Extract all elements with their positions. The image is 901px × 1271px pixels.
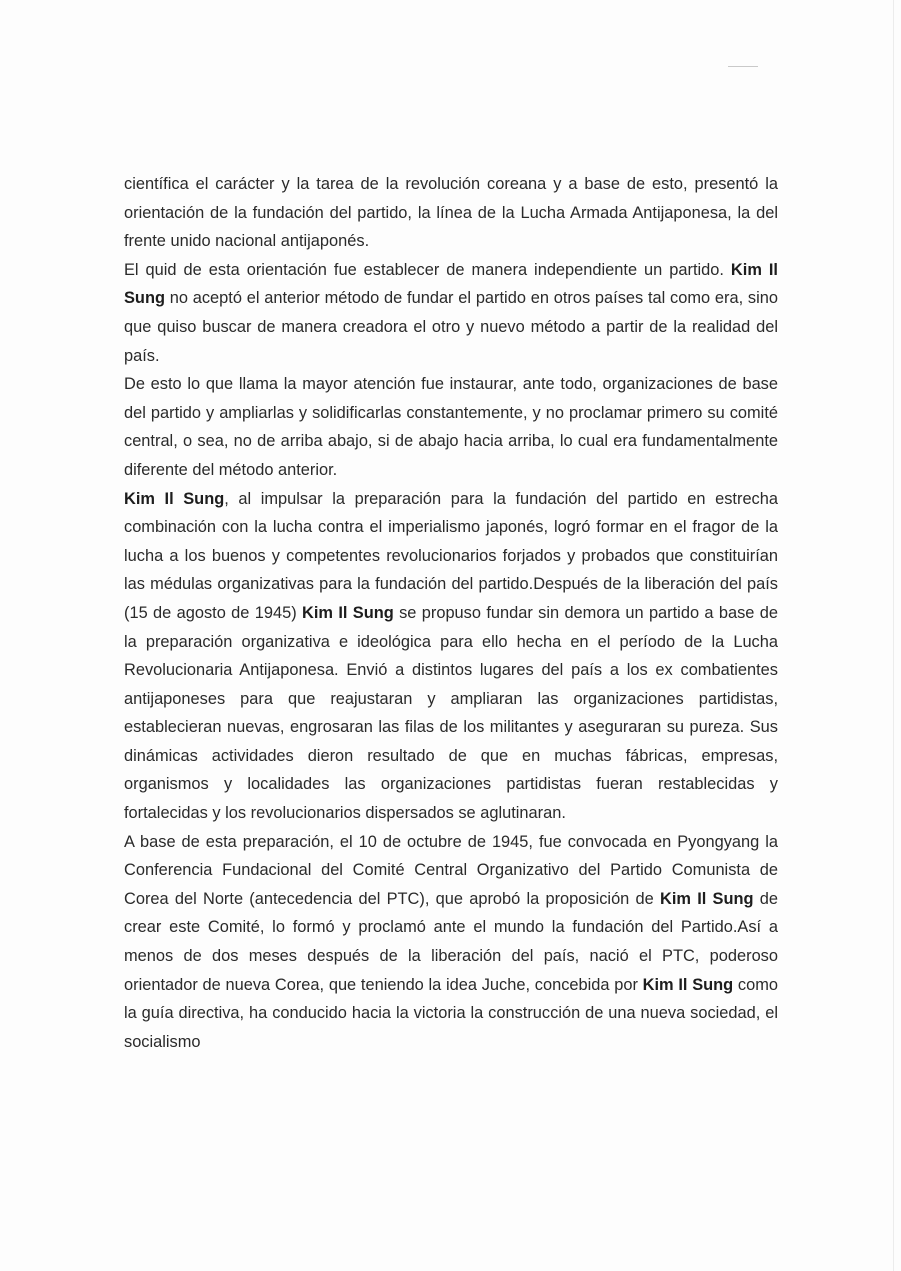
person-name: Kim Il Sung — [124, 260, 778, 308]
text-run: no aceptó el anterior método de fundar el partido en otros países tal como era, sino que quiso buscar de manera creadora el otro y nuevo método a partir de la realidad del país. — [124, 289, 778, 365]
scan-mark — [728, 66, 758, 67]
person-name: Kim Il Sung — [124, 489, 225, 508]
text-run: se propuso fundar sin demora un partido a base de la preparación organizativa e ideológica para ello hecha en el período de la Lucha Revolucionaria Antijaponesa. Envió a distintos lugares del país a los ex combatientes antijaponeses para que reajustaran y ampliaran las organizaciones partidistas, establecieran nuevas, engrosaran las filas de los militantes y aseguraran su pureza. Sus dinámicas actividades dieron resultado de que en muchas fábricas, empresas, organismos y localidades las organizaciones partidistas fueran restablecidas y fortalecidas y los revolucionarios dispersados se aglutinaran. — [124, 603, 778, 823]
page-edge — [893, 0, 894, 1271]
person-name: Kim Il Sung — [642, 975, 734, 994]
text-run: A base de esta preparación, el 10 de octubre de 1945, fue convocada en Pyongyang la Conferencia Fundacional del Comité Central Organizativo del Partido Comunista de Corea del Norte (antecedencia del PTC), que aprobó la proposición de — [124, 832, 778, 908]
person-name: Kim Il Sung — [660, 889, 754, 908]
text-run: de crear este Comité, lo formó y proclamó ante el mundo la fundación del Partido.Así a menos de dos meses después de la liberación del país, nació el PTC, poderoso orientador de nueva Corea, que teniendo la idea Juche, concebida por — [124, 889, 778, 994]
text-run: El quid de esta orientación fue establecer de manera independiente un partido. — [124, 260, 731, 279]
paragraph — [124, 170, 778, 256]
paragraph — [124, 485, 778, 828]
text-run: De esto lo que llama la mayor atención fue instaurar, ante todo, organizaciones de base del partido y ampliarlas y solidificarlas constantemente, y no proclamar primero su comité central, o sea, no de arriba abajo, si de abajo hacia arriba, lo cual era fundamentalmente diferente del método anterior. — [124, 375, 778, 479]
text-run: como la guía directiva, ha conducido hacia la victoria la construcción de una nueva sociedad, el socialismo — [124, 975, 778, 1051]
text-run: , al impulsar la preparación para la fundación del partido en estrecha combinación con la lucha contra el imperialismo japonés, logró formar en el fragor de la lucha a los buenos y competentes revolucionarios forjados y probados que constituirían las médulas organizativas para la fundación del partido.Después de la liberación del país (15 de agosto de 1945) — [124, 489, 778, 622]
paragraph — [124, 256, 778, 370]
paragraph — [124, 370, 778, 484]
paragraph — [124, 828, 778, 1057]
person-name: Kim Il Sung — [302, 603, 394, 622]
text-run: científica el carácter y la tarea de la revolución coreana y a base de esto, presentó la orientación de la fundación del partido, la línea de la Lucha Armada Antijaponesa, la del frente unido nacional antijaponés. — [124, 175, 778, 251]
body-text — [124, 170, 778, 1056]
